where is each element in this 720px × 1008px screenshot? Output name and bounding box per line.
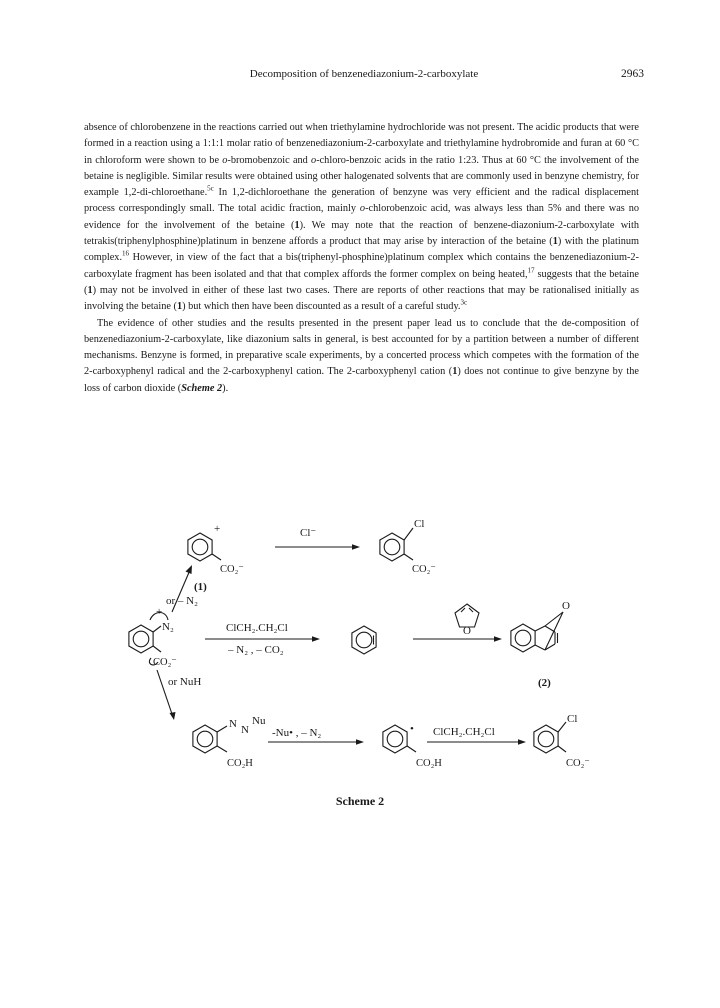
text-run: The evidence of other studies and the results presented in the present paper lead us to conclude that the de-composition of benzenediazonium-2-carboxylate, like diazonium salts in general, is best accounted for by a partition between a number of different mechanisms. Benzyne is formed, in preparative scale experiments, by a concerted process which competes with the formation of the 2-carboxyphenyl radical and the 2-carboxyphenyl cation. The 2-carboxyphenyl cation ( — [84, 317, 639, 378]
text-run: 1 — [87, 284, 93, 296]
page-header — [84, 68, 644, 84]
text-run: -bromobenzoic and — [227, 154, 312, 166]
start-co2: CO₂⁻ — [153, 657, 177, 668]
running-title: Decomposition of benzenediazonium-2-carboxylate — [249, 68, 479, 80]
reaction-scheme — [0, 500, 720, 800]
text-run: ). — [222, 382, 229, 394]
paragraph — [84, 316, 639, 397]
text-run: absence of chlorobenzene in the reactions carried out when triethylamine hydrochloride was not present. The acidic products that were formed in a reaction using a 1:1:1 molar ratio of benzenediazonium-2-carboxylate and triethylamine hydrobromide and furan at 60 °C in chloroform were shown to be — [84, 122, 639, 166]
route-lower-label: or NuH — [168, 676, 202, 688]
reaction-arrows — [157, 547, 520, 742]
bottom-loss-label: -Nu• , – N₂ — [272, 727, 322, 739]
text-run: 1 — [552, 236, 558, 248]
middle-below-label: – N₂ , – CO₂ — [228, 644, 284, 656]
text-run: ) may not be involved in either of these last two cases. There are reports of other reactions that may be rationalised initially as involving the betaine ( — [84, 284, 639, 313]
cation-plus: + — [214, 523, 221, 535]
azo-compound-ring — [193, 725, 227, 753]
bottom-product-cl: Cl — [567, 713, 578, 725]
radical-dot: • — [410, 723, 414, 735]
scheme-caption: Scheme 2 — [335, 794, 385, 808]
chloride-label: Cl⁻ — [300, 527, 317, 539]
text-run: 17 — [527, 266, 535, 275]
route-upper-label: or – N₂ — [166, 595, 198, 607]
label-cation: (1) — [194, 581, 207, 593]
cation-ring — [188, 533, 221, 561]
text-run: -chloro-benzoic acids in the ratio 1:23. Thus at 60 °C the involvement of the betaine is negligible. Similar results were obtained using other halogenated solvents that are commonly used in benzyne chemistry, for example 1,2-di-chloroethane. — [84, 154, 639, 199]
text-run: 1 — [176, 301, 183, 313]
azo-n1: N — [229, 718, 237, 730]
oxabenzonorbornadiene — [511, 612, 563, 652]
page-number: 2963 — [621, 68, 644, 80]
chlorobenzoate-ring-bottom — [534, 722, 566, 753]
top-product-co2: CO₂⁻ — [412, 564, 436, 575]
radical-co2h: CO₂H — [416, 758, 442, 769]
text-run: ). We may note that the reaction of benzene-diazonium-2-carboxylate with tetrakis(triphenylphosphine)platinum in benzene affords a product that may arise by interaction of the betaine ( — [84, 219, 640, 248]
text-run: 16 — [122, 249, 130, 258]
text-run: o — [359, 203, 366, 215]
azo-n2: N — [241, 724, 249, 736]
furan-ring — [455, 604, 479, 627]
bridge-oxygen: O — [562, 600, 570, 612]
label-adduct: (2) — [538, 677, 551, 689]
text-run: 3c — [460, 298, 468, 307]
text-run: 5c — [207, 184, 214, 193]
text-run: However, in view of the fact that a bis(triphenyl-phosphine)platinum complex which contains the benzenediazonium-2-carboxylate fragment has been isolated and that that complex affords the former complex on being heated, — [84, 252, 639, 280]
text-run: ) does not continue to give benzyne by the loss of carbon dioxide ( — [84, 366, 639, 394]
start-n2: N₂ — [162, 621, 174, 633]
top-product-cl: Cl — [414, 518, 425, 530]
text-run: ) with the platinum complex. — [84, 236, 640, 264]
bottom-solvent-label: ClCH₂.CH₂Cl — [433, 726, 495, 738]
start-plus: + — [156, 606, 163, 618]
benzyne-ring — [352, 626, 376, 654]
body-text — [84, 120, 639, 397]
text-run: -chlorobenzoic acid, was always less than 5% and there was no evidence for the involvement of the betaine ( — [84, 203, 639, 231]
furan-oxygen: O — [463, 625, 471, 637]
text-run: Scheme 2 — [181, 382, 223, 394]
middle-above-label: ClCH₂.CH₂Cl — [226, 622, 288, 634]
text-run: 1 — [294, 219, 300, 231]
text-run: o — [311, 154, 317, 166]
text-run: ) but which then have been discounted as a result of a careful study. — [182, 301, 461, 313]
text-run: 1 — [452, 366, 458, 378]
text-run: suggests that the betaine ( — [84, 268, 639, 296]
text-run: In 1,2-dichloroethane the generation of benzyne was very efficient and the radical displacement process correspondingly small. The total acidic fraction, mainly — [84, 187, 639, 215]
bottom-product-co2: CO₂⁻ — [566, 758, 590, 769]
chlorobenzoate-ring — [380, 528, 413, 561]
paragraph — [84, 120, 639, 316]
azo-co2h: CO₂H — [227, 758, 253, 769]
text-run: o — [222, 154, 228, 166]
azo-nu: Nu — [252, 715, 266, 727]
cation-co2: CO₂⁻ — [220, 564, 244, 575]
